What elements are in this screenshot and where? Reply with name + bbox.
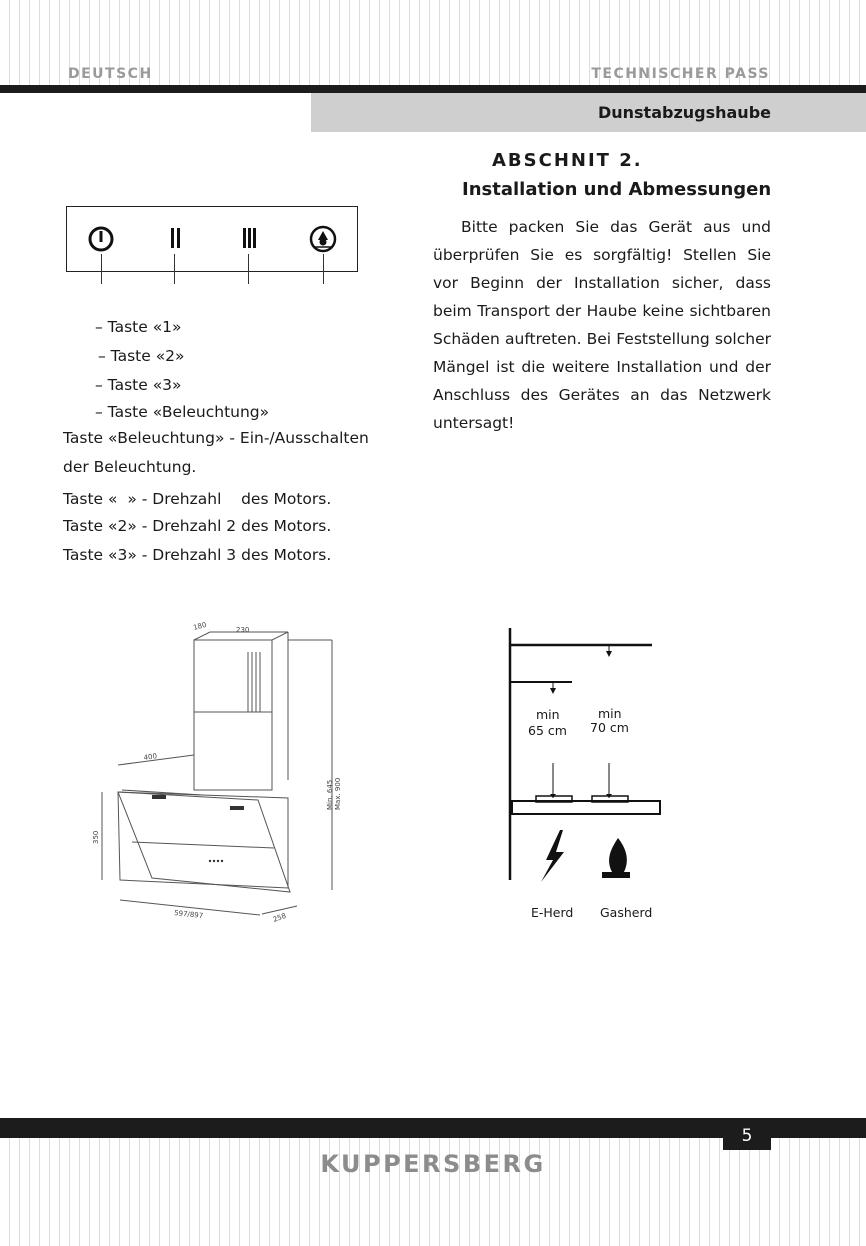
electric-distance-min: min [536, 707, 560, 722]
light-description: Taste «Beleuchtung» - Ein-/Ausschalten [63, 429, 369, 447]
electric-bolt-icon [541, 830, 564, 882]
light-icon [311, 227, 335, 251]
dim-label-258: 258 [271, 911, 288, 924]
legend-button-2: – Taste «2» [98, 347, 185, 365]
electric-distance-value: 65 cm [528, 723, 567, 738]
control-panel [66, 206, 358, 272]
dim-label-max-height: Max. 900 [334, 777, 342, 810]
product-title: Dunstabzugshaube [597, 103, 771, 122]
indicator-line-4 [323, 254, 324, 284]
legend-button-1: – Taste «1» [95, 318, 182, 336]
gas-distance-min: min [598, 706, 622, 721]
speed-2-description: Taste «2» - Drehzahl 2 des Motors. [63, 517, 332, 535]
indicator-line-1 [101, 254, 102, 284]
legend-button-light: – Taste «Beleuchtung» [95, 403, 270, 421]
control-panel-buttons [67, 207, 357, 271]
product-band [311, 93, 866, 132]
legend-button-3: – Taste «3» [95, 376, 182, 394]
dim-label-width: 597/897 [173, 909, 204, 921]
gas-flame-icon [602, 838, 630, 878]
dim-label-180: 180 [192, 620, 208, 632]
electric-stove-label: E-Herd [531, 905, 574, 920]
language-label: DEUTSCH [68, 66, 153, 82]
gas-stove-label: Gasherd [600, 905, 653, 920]
gas-distance-value: 70 cm [590, 720, 629, 735]
brand-logo: KUPPERSBERG [320, 1150, 546, 1178]
clearance-diagram [500, 620, 680, 920]
speed-1-description: Taste « » - Drehzahl des Motors. [63, 490, 332, 508]
dim-label-400: 400 [143, 752, 158, 762]
dim-label-350: 350 [92, 830, 100, 844]
indicator-line-3 [248, 254, 249, 284]
section-title: ABSCHNIT 2. [492, 150, 643, 171]
header-divider [0, 85, 866, 93]
speed-2-icon [171, 228, 180, 248]
page-number: 5 [723, 1122, 771, 1150]
section-subtitle: Installation und Abmessungen [462, 179, 772, 200]
dim-label-min-height: Min. 645 [326, 779, 334, 810]
document-type-label: TECHNISCHER PASS [591, 66, 770, 82]
indicator-line-2 [174, 254, 175, 284]
dim-label-230: 230 [236, 626, 250, 634]
speed-3-description: Taste «3» - Drehzahl 3 des Motors. [63, 546, 332, 564]
hood-dimension-drawing [82, 610, 352, 930]
light-description-cont: der Beleuchtung. [63, 458, 197, 476]
intro-paragraph: Bitte packen Sie das Gerät aus und überprüfen Sie es sorgfältig! Stellen Sie vor Beginn der Installation sicher, dass beim Transport der Haube keine sichtbaren Schäden auftreten. Bei Feststellung solcher Mängel ist die weitere Installation und der Anschluss des Gerätes an das Netzwerk untersagt! [433, 218, 771, 432]
power-icon [90, 228, 112, 250]
speed-3-icon [243, 228, 256, 248]
